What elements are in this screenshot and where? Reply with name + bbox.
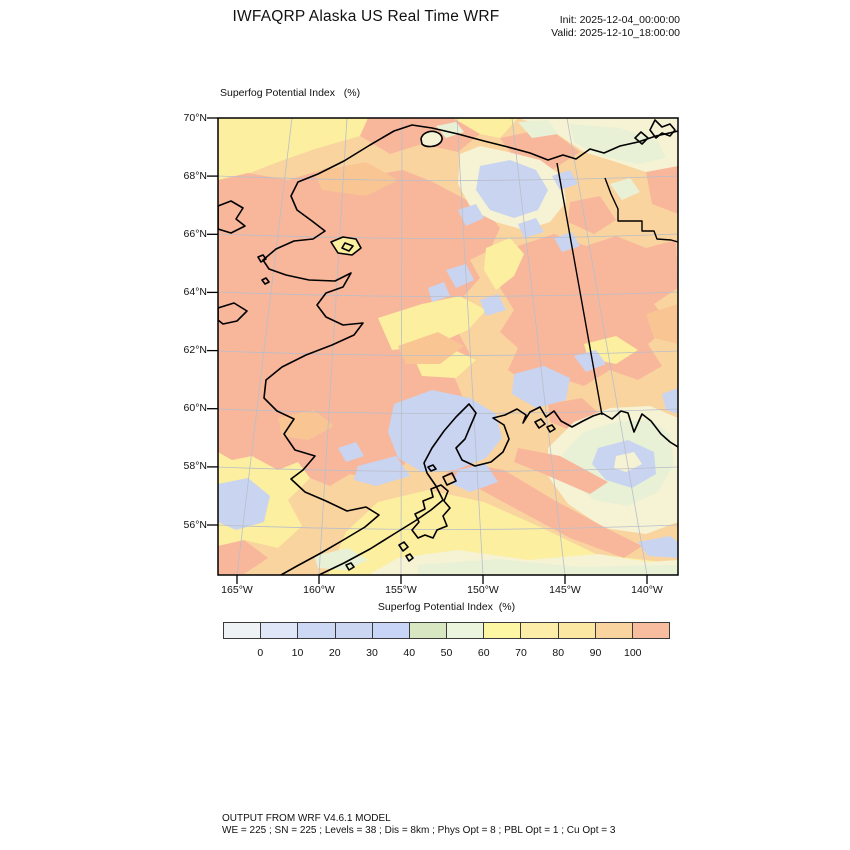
- colorbar-tick-label: 50: [440, 647, 453, 659]
- map-subtitle: Superfog Potential Index (%): [220, 87, 361, 99]
- lat-tick-label: 66°N: [183, 227, 207, 240]
- teshekpuk-lake-contour: [421, 131, 442, 146]
- colorbar: [223, 622, 670, 639]
- colorbar-cell: [260, 623, 297, 638]
- footer-model-info: [222, 813, 615, 836]
- colorbar-tick-label: 90: [589, 647, 602, 659]
- colorbar-cell: [224, 623, 260, 638]
- colorbar-cell: [446, 623, 483, 638]
- run-time-block: [480, 14, 680, 39]
- page-title: IWFAQRP Alaska US Real Time WRF: [232, 8, 500, 25]
- colorbar-tick-label: 100: [623, 647, 642, 659]
- lon-tick-label: 145°W: [549, 584, 581, 596]
- latitude-tick-marks: [207, 118, 218, 525]
- colorbar-cell: [409, 623, 446, 638]
- colorbar-cell: [297, 623, 334, 638]
- colorbar-cell: [632, 623, 669, 638]
- lon-tick-label: 150°W: [467, 584, 499, 596]
- lon-tick-label: 155°W: [385, 584, 417, 596]
- colorbar-tick-label: 80: [552, 647, 565, 659]
- colorbar-tick-label: 30: [366, 647, 378, 659]
- lat-tick-label: 56°N: [183, 518, 207, 531]
- lat-tick-label: 60°N: [183, 402, 207, 415]
- lat-tick-label: 58°N: [183, 460, 207, 473]
- valid-time-label: Valid: 2025-12-10_18:00:00: [551, 26, 680, 39]
- colorbar-tick-label: 10: [291, 647, 304, 659]
- init-time-label: Init: 2025-12-04_00:00:00: [559, 14, 680, 26]
- colorbar-cell: [595, 623, 632, 638]
- colorbar-cell: [520, 623, 557, 638]
- colorbar-cell: [558, 623, 595, 638]
- lon-tick-label: 165°W: [221, 584, 253, 596]
- colorbar-tick-label: 60: [477, 647, 490, 659]
- footer-line-1: OUTPUT FROM WRF V4.6.1 MODEL: [222, 813, 391, 824]
- map-canvas: [204, 112, 686, 590]
- colorbar-tick-label: 0: [257, 647, 264, 659]
- lon-tick-label: 140°W: [631, 584, 663, 596]
- longitude-tick-marks: [237, 575, 647, 584]
- lat-tick-label: 64°N: [183, 285, 207, 298]
- lat-tick-label: 70°N: [183, 111, 207, 124]
- lon-tick-label: 160°W: [303, 584, 335, 596]
- footer-line-2: WE = 225 ; SN = 225 ; Levels = 38 ; Dis = 8km ; Phys Opt = 8 ; PBL Opt = 1 ; Cu Opt = 3: [222, 824, 616, 836]
- colorbar-tick-label: 70: [515, 647, 527, 659]
- colorbar-title: Superfog Potential Index (%): [377, 601, 516, 613]
- colorbar-tick-label: 20: [328, 647, 341, 659]
- colorbar-cell: [335, 623, 372, 638]
- colorbar-cell: [483, 623, 520, 638]
- lat-tick-label: 68°N: [183, 169, 207, 182]
- superfog-field-fill: [218, 118, 678, 575]
- colorbar-cell: [372, 623, 409, 638]
- colorbar-tick-label: 40: [403, 647, 416, 659]
- lat-tick-label: 62°N: [183, 344, 207, 357]
